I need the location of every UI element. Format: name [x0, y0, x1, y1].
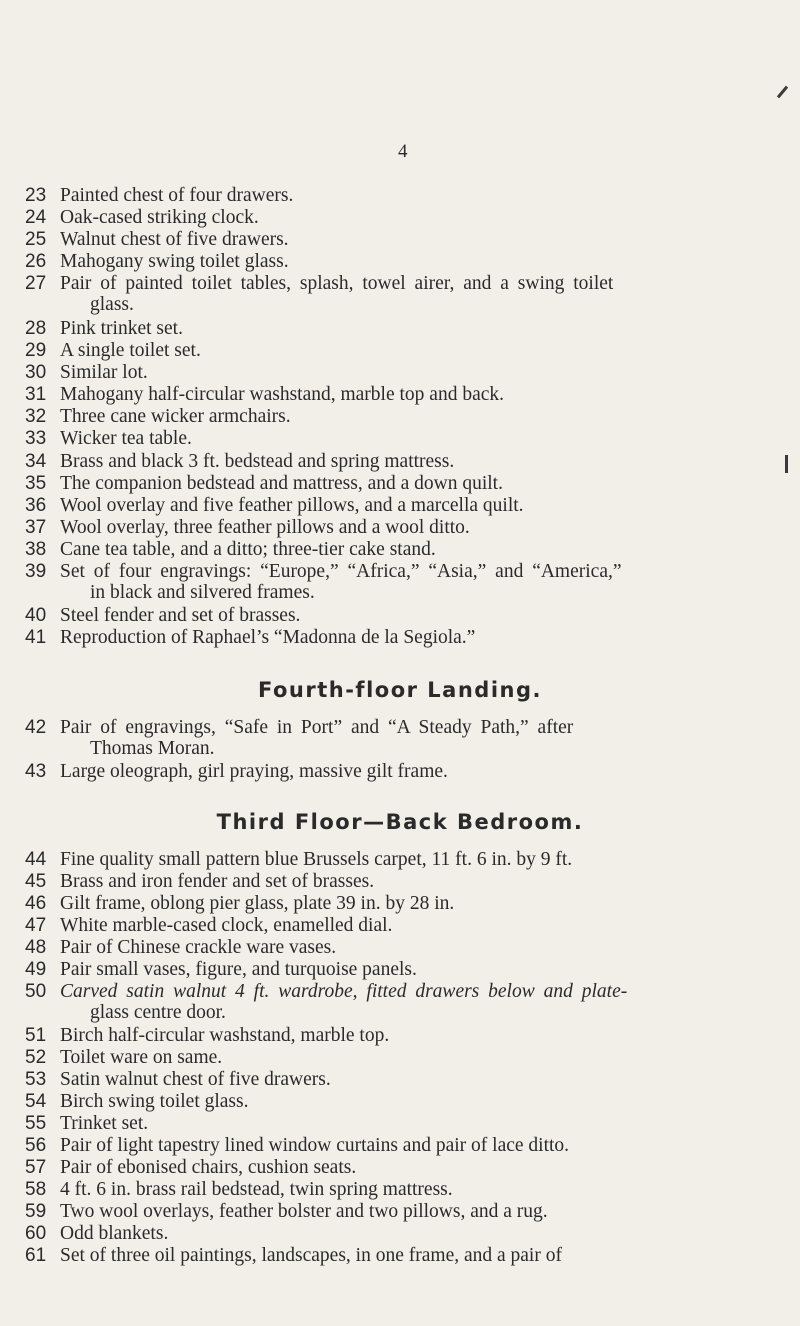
- lot-description: Mahogany half-circular washstand, marble top and back.: [60, 384, 505, 405]
- lot-number: 40: [25, 605, 47, 626]
- lot-description: Wool overlay and five feather pillows, and a marcella quilt.: [60, 495, 524, 516]
- lot-description: A single toilet set.: [60, 340, 201, 361]
- lot-number: 59: [25, 1201, 47, 1222]
- lot-description: Birch swing toilet glass.: [60, 1091, 249, 1112]
- lot-number: 47: [25, 915, 47, 936]
- lot-number: 38: [25, 539, 47, 560]
- lot-description: Trinket set.: [60, 1113, 149, 1134]
- lot-number: 33: [25, 428, 47, 449]
- lot-number: 46: [25, 893, 47, 914]
- lot-number: 27: [25, 273, 47, 294]
- lot-number: 44: [25, 849, 47, 870]
- lot-number: 54: [25, 1091, 47, 1112]
- lot-number: 41: [25, 627, 47, 648]
- lot-number: 50: [25, 981, 47, 1002]
- lot-description: Pair of ebonised chairs, cushion seats.: [60, 1157, 357, 1178]
- lot-description: Brass and iron fender and set of brasses.: [60, 871, 375, 892]
- lot-number: 45: [25, 871, 47, 892]
- scan-edge-mark: [785, 455, 788, 473]
- lot-description: Set of three oil paintings, landscapes, in one frame, and a pair of: [60, 1245, 562, 1266]
- lot-description-continued: Thomas Moran.: [90, 738, 215, 759]
- lot-description: Pair of Chinese crackle ware vases.: [60, 937, 337, 958]
- lot-number: 52: [25, 1047, 47, 1068]
- lot-description: Pair small vases, figure, and turquoise panels.: [60, 959, 417, 980]
- lot-description: Fine quality small pattern blue Brussels carpet, 11 ft. 6 in. by 9 ft.: [60, 849, 573, 870]
- lot-description: Carved satin walnut 4 ft. wardrobe, fitted drawers below and plate-: [60, 981, 628, 1002]
- lot-description: Painted chest of four drawers.: [60, 185, 294, 206]
- lot-description: Toilet ware on same.: [60, 1047, 223, 1068]
- lot-number: 34: [25, 451, 47, 472]
- lot-number: 32: [25, 406, 47, 427]
- lot-description: Reproduction of Raphael’s “Madonna de la Segiola.”: [60, 627, 476, 648]
- lot-description: Pair of light tapestry lined window curtains and pair of lace ditto.: [60, 1135, 570, 1156]
- section-heading: Third Floor—Back Bedroom.: [216, 810, 584, 834]
- lot-description-continued: glass centre door.: [90, 1002, 226, 1023]
- lot-number: 28: [25, 318, 47, 339]
- lot-description: Wicker tea table.: [60, 428, 192, 449]
- lot-number: 37: [25, 517, 47, 538]
- lot-number: 48: [25, 937, 47, 958]
- lot-description: White marble-cased clock, enamelled dial.: [60, 915, 393, 936]
- lot-number: 31: [25, 384, 47, 405]
- lot-description: Satin walnut chest of five drawers.: [60, 1069, 331, 1090]
- lot-description: 4 ft. 6 in. brass rail bedstead, twin spring mattress.: [60, 1179, 453, 1200]
- lot-number: 55: [25, 1113, 47, 1134]
- lot-number: 51: [25, 1025, 47, 1046]
- lot-number: 42: [25, 717, 47, 738]
- scan-edge-mark: [777, 86, 788, 99]
- lot-description: Three cane wicker armchairs.: [60, 406, 291, 427]
- lot-description: Pink trinket set.: [60, 318, 183, 339]
- lot-number: 57: [25, 1157, 47, 1178]
- lot-description: Wool overlay, three feather pillows and a wool ditto.: [60, 517, 470, 538]
- lot-description: Walnut chest of five drawers.: [60, 229, 289, 250]
- lot-description: Brass and black 3 ft. bedstead and spring mattress.: [60, 451, 455, 472]
- lot-description: The companion bedstead and mattress, and a down quilt.: [60, 473, 503, 494]
- lot-number: 58: [25, 1179, 47, 1200]
- lot-description: Set of four engravings: “Europe,” “Africa,” “Asia,” and “America,”: [60, 561, 622, 582]
- lot-number: 60: [25, 1223, 47, 1244]
- lot-description: Pair of painted toilet tables, splash, towel airer, and a swing toilet: [60, 273, 614, 294]
- lot-number: 53: [25, 1069, 47, 1090]
- lot-description: Two wool overlays, feather bolster and two pillows, and a rug.: [60, 1201, 548, 1222]
- lot-number: 30: [25, 362, 47, 383]
- lot-description: Birch half-circular washstand, marble top.: [60, 1025, 390, 1046]
- lot-number: 23: [25, 185, 47, 206]
- lot-number: 56: [25, 1135, 47, 1156]
- lot-number: 25: [25, 229, 47, 250]
- lot-number: 43: [25, 761, 47, 782]
- lot-description: Similar lot.: [60, 362, 148, 383]
- lot-number: 26: [25, 251, 47, 272]
- lot-number: 24: [25, 207, 47, 228]
- lot-number: 29: [25, 340, 47, 361]
- lot-number: 39: [25, 561, 47, 582]
- lot-description: Gilt frame, oblong pier glass, plate 39 in. by 28 in.: [60, 893, 455, 914]
- lot-description-continued: glass.: [90, 294, 134, 315]
- lot-description: Steel fender and set of brasses.: [60, 605, 301, 626]
- lot-description: Oak-cased striking clock.: [60, 207, 259, 228]
- lot-description: Odd blankets.: [60, 1223, 169, 1244]
- lot-description: Pair of engravings, “Safe in Port” and “A Steady Path,” after: [60, 717, 574, 738]
- lot-description-continued: in black and silvered frames.: [90, 582, 315, 603]
- page-number: 4: [398, 141, 408, 162]
- section-heading: Fourth-floor Landing.: [258, 678, 542, 702]
- lot-description: Mahogany swing toilet glass.: [60, 251, 289, 272]
- lot-number: 61: [25, 1245, 47, 1266]
- lot-number: 49: [25, 959, 47, 980]
- lot-description: Cane tea table, and a ditto; three-tier cake stand.: [60, 539, 436, 560]
- lot-number: 35: [25, 473, 47, 494]
- lot-number: 36: [25, 495, 47, 516]
- lot-description: Large oleograph, girl praying, massive gilt frame.: [60, 761, 448, 782]
